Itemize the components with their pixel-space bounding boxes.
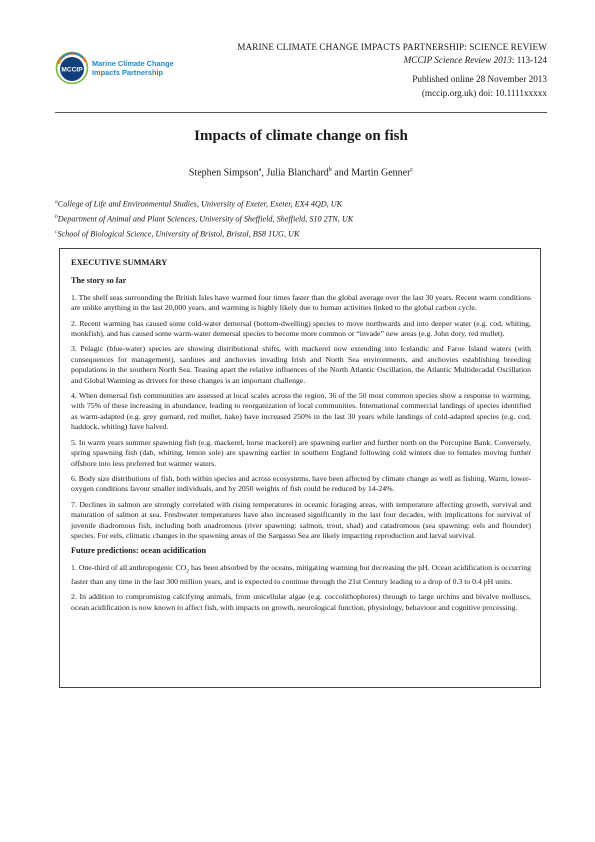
co2-text-before: 1. One-third of all anthropogenic CO	[71, 562, 187, 572]
summary-paragraph	[71, 563, 531, 587]
summary-paragraph: 5. In warm years summer spawning fish (e.g. mackerel, horse mackerel) are spawning earlier and further north on the Porcupine Bank. Conversely, spring spawning fish (dab, whiting, lemon sole) are spawning earlier in southern England following cold winters due to females moving further offshore into less preferred but warmer waters.	[71, 437, 531, 468]
executive-summary-content	[71, 258, 531, 618]
header-rule	[55, 112, 547, 113]
journal-header	[237, 41, 547, 100]
summary-paragraph: 1. The shelf seas surrounding the British Isles have warmed four times faster than the global average over the last 30 years. Recent warm conditions are unlike anything in the last 20,000 years, and warming is highly likely due to human activities linked to the global carbon cycle.	[71, 292, 531, 313]
co2-subscript: 2	[186, 568, 190, 575]
summary-paragraph: 2. Recent warming has caused some cold-water demersal (bottom-dwelling) species to move northwards and into deeper water (e.g. cod, whiting, monkfish), and has caused some warm-water demersal species to become more common or “invade” new areas (e.g. John dory, red mullet).	[71, 318, 531, 339]
author-list	[55, 167, 547, 178]
summary-paragraph: 7. Declines in salmon are strongly correlated with rising temperatures in oceanic foraging areas, with temperature affecting growth, survival and maturation of salmon at sea. Freshwater temperatures have also increased significantly in the last four decades, with implications for survival of juvenile diadromous fish, including both anadromous (river spawning: salmon, trout, shad) and catadromous (sea spawning: eels and flounder) species. For eels, climatic changes in the spawning areas of the Sargasso Sea are likely impacting reproduction and larval survival.	[71, 499, 531, 540]
affiliation-text: College of Life and Environmental Studies, University of Exeter, Exeter, EX4 4QD, UK	[57, 199, 343, 209]
series-title: MARINE CLIMATE CHANGE IMPACTS PARTNERSHIP: SCIENCE REVIEW	[237, 42, 547, 52]
affiliation-mark: b	[55, 214, 58, 221]
section-heading-story: The story so far	[71, 276, 127, 286]
journal-pages: : 113-124	[511, 55, 547, 66]
affiliation	[55, 196, 547, 211]
journal-citation	[237, 54, 547, 67]
author-separator: ,	[261, 167, 267, 179]
author-name: Julia Blanchard	[266, 167, 329, 179]
author-separator: and	[331, 167, 352, 179]
logo-name	[92, 60, 174, 77]
logo-name-line1: Marine Climate Change	[92, 59, 174, 68]
author-mark: a	[258, 167, 262, 173]
affiliation-mark: c	[55, 229, 58, 236]
doi: (mccip.org.uk) doi: 10.1111xxxxx	[421, 87, 547, 98]
published-date: Published online 28 November 2013	[412, 74, 547, 85]
journal-name: MCCIP Science Review 2013	[403, 55, 512, 66]
author-name: Stephen Simpson	[188, 167, 259, 179]
mccip-logo-icon	[55, 51, 89, 85]
summary-heading: EXECUTIVE SUMMARY	[71, 258, 168, 267]
section-heading-predictions: Future predictions: ocean acidification	[71, 546, 207, 556]
co2-text-after: has been absorbed by the oceans, mitigating warming but decreasing the pH. Ocean acidification is occurring faster than any time in the last 300 million years, and is expected to continue through the 21st Century leading to a drop of 0.3 to 0.4 pH units.	[71, 562, 532, 586]
logo-name-line2: Impacts Partnership	[92, 67, 164, 77]
affiliation-text: School of Biological Science, University of Bristol, Bristol, BS8 1UG, UK	[57, 230, 300, 240]
affiliations	[55, 196, 547, 241]
paper-title: Impacts of climate change on fish	[194, 128, 408, 144]
affiliation-text: Department of Animal and Plant Sciences, University of Sheffield, Sheffield, S10 2TN, UK	[57, 214, 354, 224]
summary-paragraph: 3. Pelagic (blue-water) species are showing distributional shifts, with mackerel now extending into Icelandic and Faroe Island waters (with consequences for management), sardines and anchovies invading Irish and North Sea environments, and anchovies establishing breeding populations in the southern North Sea. Teasing apart the relative influences of the North Atlantic Oscillation, the Atlantic Multidecadal Oscillation and Global Warming as drivers for these changes is an important challenge.	[71, 344, 531, 385]
author-mark: c	[410, 167, 414, 173]
mccip-logo	[55, 51, 185, 87]
affiliation	[55, 226, 547, 241]
author-mark: b	[328, 167, 332, 173]
logo-badge-text: MCCIP	[61, 66, 83, 74]
executive-summary-box	[59, 248, 541, 688]
summary-paragraph: 6. Body size distributions of fish, both within species and across ecosystems, have been affected by climate change as well as fishing. Warm, lower-oxygen conditions favour smaller individuals, and by 2050 weights of fish could be reduced by 14-24%.	[71, 473, 531, 494]
affiliation-mark: a	[55, 199, 58, 205]
affiliation	[55, 211, 547, 226]
summary-paragraph: 4. When demersal fish communities are assessed at local scales across the region, 36 of the 50 most common species show a response to warming, with 75% of these increasing in abundance, leading to reorganization of local communities. International commercial landings of species identified as warm-adapted (e.g. grey gurnard, red mullet, hake) have increased 250% in the last 30 years while landings of cold-adapted species (e.g. cod, haddock, whiting) have halved.	[71, 391, 531, 432]
summary-paragraph: 2. In addition to compromising calcifying animals, from unicellular algae (e.g. coccolithophores) through to large urchins and bivalve molluscs, ocean acidification is now known to affect fish, with impacts on growth, neurological function, physiology, behaviour and cognitive processing.	[71, 592, 531, 612]
author-name: Martin Genner	[351, 167, 411, 179]
